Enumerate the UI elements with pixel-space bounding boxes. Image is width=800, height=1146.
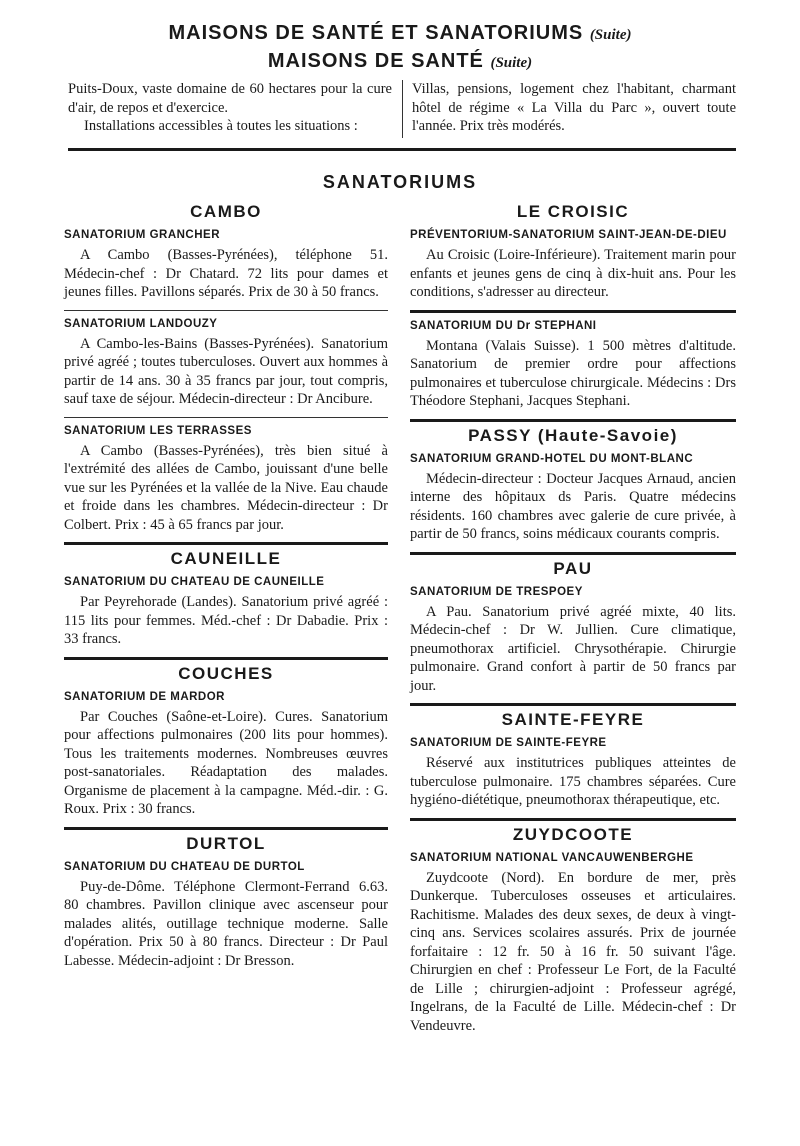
entry-text-mardor: Par Couches (Saône-et-Loire). Cures. Sanatorium pour affections pulmonaires (200 lits pour hommes). Tous les traitements modernes. Nombreuses œuvres post-sanatoriales. Réadaptation des malades. Organisme de placement à la campagne. Méd.-dir. : G. Roux. Prix : 30 francs.	[64, 708, 388, 817]
heading-cambo: CAMBO	[190, 202, 262, 221]
divider	[64, 417, 388, 418]
right-column	[410, 198, 736, 1035]
section-title: SANATORIUMS	[322, 172, 478, 192]
subtitle-suite: (Suite)	[490, 55, 533, 71]
divider-thick	[64, 827, 388, 830]
entry-title-vancauwenberghe: SANATORIUM NATIONAL VANCAUWENBERGHE	[410, 851, 694, 864]
entry-text-grancher: A Cambo (Basses-Pyrénées), téléphone 51. Médecin-chef : Dr Chatard. 72 lits pour dames et jeunes filles. Pavillons séparés. Prix de 30 à 50 francs.	[64, 247, 388, 300]
divider	[64, 310, 388, 311]
entry-text-trespoey: A Pau. Sanatorium privé agréé mixte, 40 lits. Médecin-chef : Dr W. Jullien. Cure climatique, pneumothorax artificiel. Chrysothérapie. Chirurgie pulmonaire. Grand confort à partir de 50 francs par jour.	[410, 603, 736, 694]
heading-cauneille: CAUNEILLE	[170, 549, 282, 568]
divider-thick	[410, 310, 736, 313]
heading-sainte-feyre: SAINTE-FEYRE	[501, 710, 645, 729]
divider-thick	[64, 542, 388, 545]
intro-right	[412, 80, 736, 136]
intro-divider	[402, 80, 403, 138]
entry-text-saint-jean: Au Croisic (Loire-Inférieure). Traitement marin pour enfants et jeunes gens de cinq à dix-huit ans. Pour les conditions, s'adresser au directeur.	[410, 247, 736, 300]
divider-thick	[64, 657, 388, 660]
divider-thick	[410, 703, 736, 706]
entry-title-stephani: SANATORIUM DU Dr STEPHANI	[410, 319, 597, 332]
heading-zuydcoote: ZUYDCOOTE	[512, 824, 634, 844]
subtitle-text: MAISONS DE SANTÉ	[267, 50, 484, 72]
heading-durtol: DURTOL	[186, 833, 266, 853]
heading-pau: PAU	[553, 558, 593, 578]
top-rule	[68, 148, 736, 151]
heading-croisic: LE CROISIC	[516, 202, 630, 221]
entry-title-landouzy: SANATORIUM LANDOUZY	[64, 317, 218, 330]
entry-text-durtol: Puy-de-Dôme. Téléphone Clermont-Ferrand 6.63. 80 chambres. Pavillon clinique avec ascenseur pour malades alités, outillage technique moderne. Salle d'opération. Prix 50 à 80 francs. Directeur : Dr Paul Labesse. Médecin-adjoint : Dr Bresson.	[64, 878, 388, 969]
intro-left-p2: Installations accessibles à toutes les situations :	[84, 118, 358, 134]
intro-right-p1: Villas, pensions, logement chez l'habitant, charmant hôtel de régime « La Villa du Parc », ouvert toute l'année. Prix très modérés.	[412, 81, 736, 134]
divider-thick	[410, 818, 736, 821]
left-column	[64, 198, 388, 970]
entry-title-terrasses: SANATORIUM LES TERRASSES	[64, 424, 252, 437]
entry-text-stephani: Montana (Valais Suisse). 1 500 mètres d'altitude. Sanatorium de premier ordre pour affections pulmonaires et tuberculose chirurgicale. Médecins : Drs Théodore Stephani, Jacques Stephani.	[410, 337, 736, 409]
entry-title-durtol: SANATORIUM DU CHATEAU DE DURTOL	[64, 860, 305, 873]
entry-text-vancauwenberghe: Zuydcoote (Nord). En bordure de mer, près Dunkerque. Tuberculoses osseuses et articulaires. Rachitisme. Malades des deux sexes, de deux à vingt-cinq ans. Services scolaires assurés. Prix de journée forfaitaire : 12 fr. 50 à 16 fr. 50 suivant l'âge. Chirurgien en chef : Professeur Le Fort, de la Faculté de Lille ; chirurgien-adjoint : Professeur agrégé, Ingelrans, de la Faculté de Lille. Médecin-chef : Dr Vendeuvre.	[410, 869, 736, 1034]
heading-passy: PASSY (Haute-Savoie)	[468, 425, 678, 445]
entry-title-cauneille: SANATORIUM DU CHATEAU DE CAUNEILLE	[64, 576, 325, 588]
title-suite: (Suite)	[589, 27, 632, 43]
title-text: MAISONS DE SANTÉ ET SANATORIUMS	[168, 22, 584, 44]
entry-text-terrasses: A Cambo (Basses-Pyrénées), très bien situé à l'extrémité des allées de Cambo, jouissant d'une belle vue sur les Pyrénées et la vallée de la Nive. Eau chaude et froide dans les chambres. Médecin-directeur : Dr Colbert. Prix : 45 à 65 francs par jour.	[64, 442, 388, 533]
entry-title-trespoey: SANATORIUM DE TRESPOEY	[410, 585, 583, 598]
intro-left-p1: Puits-Doux, vaste domaine de 60 hectares pour la cure d'air, de repos et d'exercice.	[68, 81, 392, 116]
entry-title-mardor: SANATORIUM DE MARDOR	[64, 690, 225, 703]
entry-title-sainte-feyre: SANATORIUM DE SAINTE-FEYRE	[410, 737, 607, 749]
entry-text-sainte-feyre: Réservé aux institutrices publiques atteintes de tuberculose pulmonaire. 175 chambres séparées. Cure hygiéno-diététique, pneumothorax thérapeutique, etc.	[410, 755, 736, 808]
page-title-line1	[0, 22, 800, 45]
entry-title-mont-blanc: SANATORIUM GRAND-HOTEL DU MONT-BLANC	[410, 452, 694, 465]
entry-title-grancher: SANATORIUM GRANCHER	[64, 229, 221, 241]
page-title-line2	[0, 50, 800, 73]
divider-thick	[410, 419, 736, 422]
entry-title-saint-jean: PRÉVENTORIUM-SANATORIUM SAINT-JEAN-DE-DIEU	[410, 229, 727, 241]
entry-text-cauneille: Par Peyrehorade (Landes). Sanatorium privé agréé : 115 lits pour femmes. Méd.-chef : Dr Dabadie. Prix : 33 francs.	[64, 594, 388, 647]
intro-left	[68, 80, 392, 136]
divider-thick	[410, 552, 736, 555]
entry-text-mont-blanc: Médecin-directeur : Docteur Jacques Arnaud, ancien interne des hôpitaux ds Paris. Quatre médecins résidents. 160 chambres avec galerie de cure privée, à partir de 50 francs, soins médicaux courants compris.	[410, 470, 736, 542]
entry-text-landouzy: A Cambo-les-Bains (Basses-Pyrénées). Sanatorium privé agréé ; toutes tuberculoses. Ouvert aux hommes à partir de 14 ans. 30 à 35 francs par jour, tout compris, sauf taxe de séjour. Médecin-directeur : Dr Ancibure.	[64, 335, 388, 407]
heading-couches: COUCHES	[178, 663, 274, 683]
